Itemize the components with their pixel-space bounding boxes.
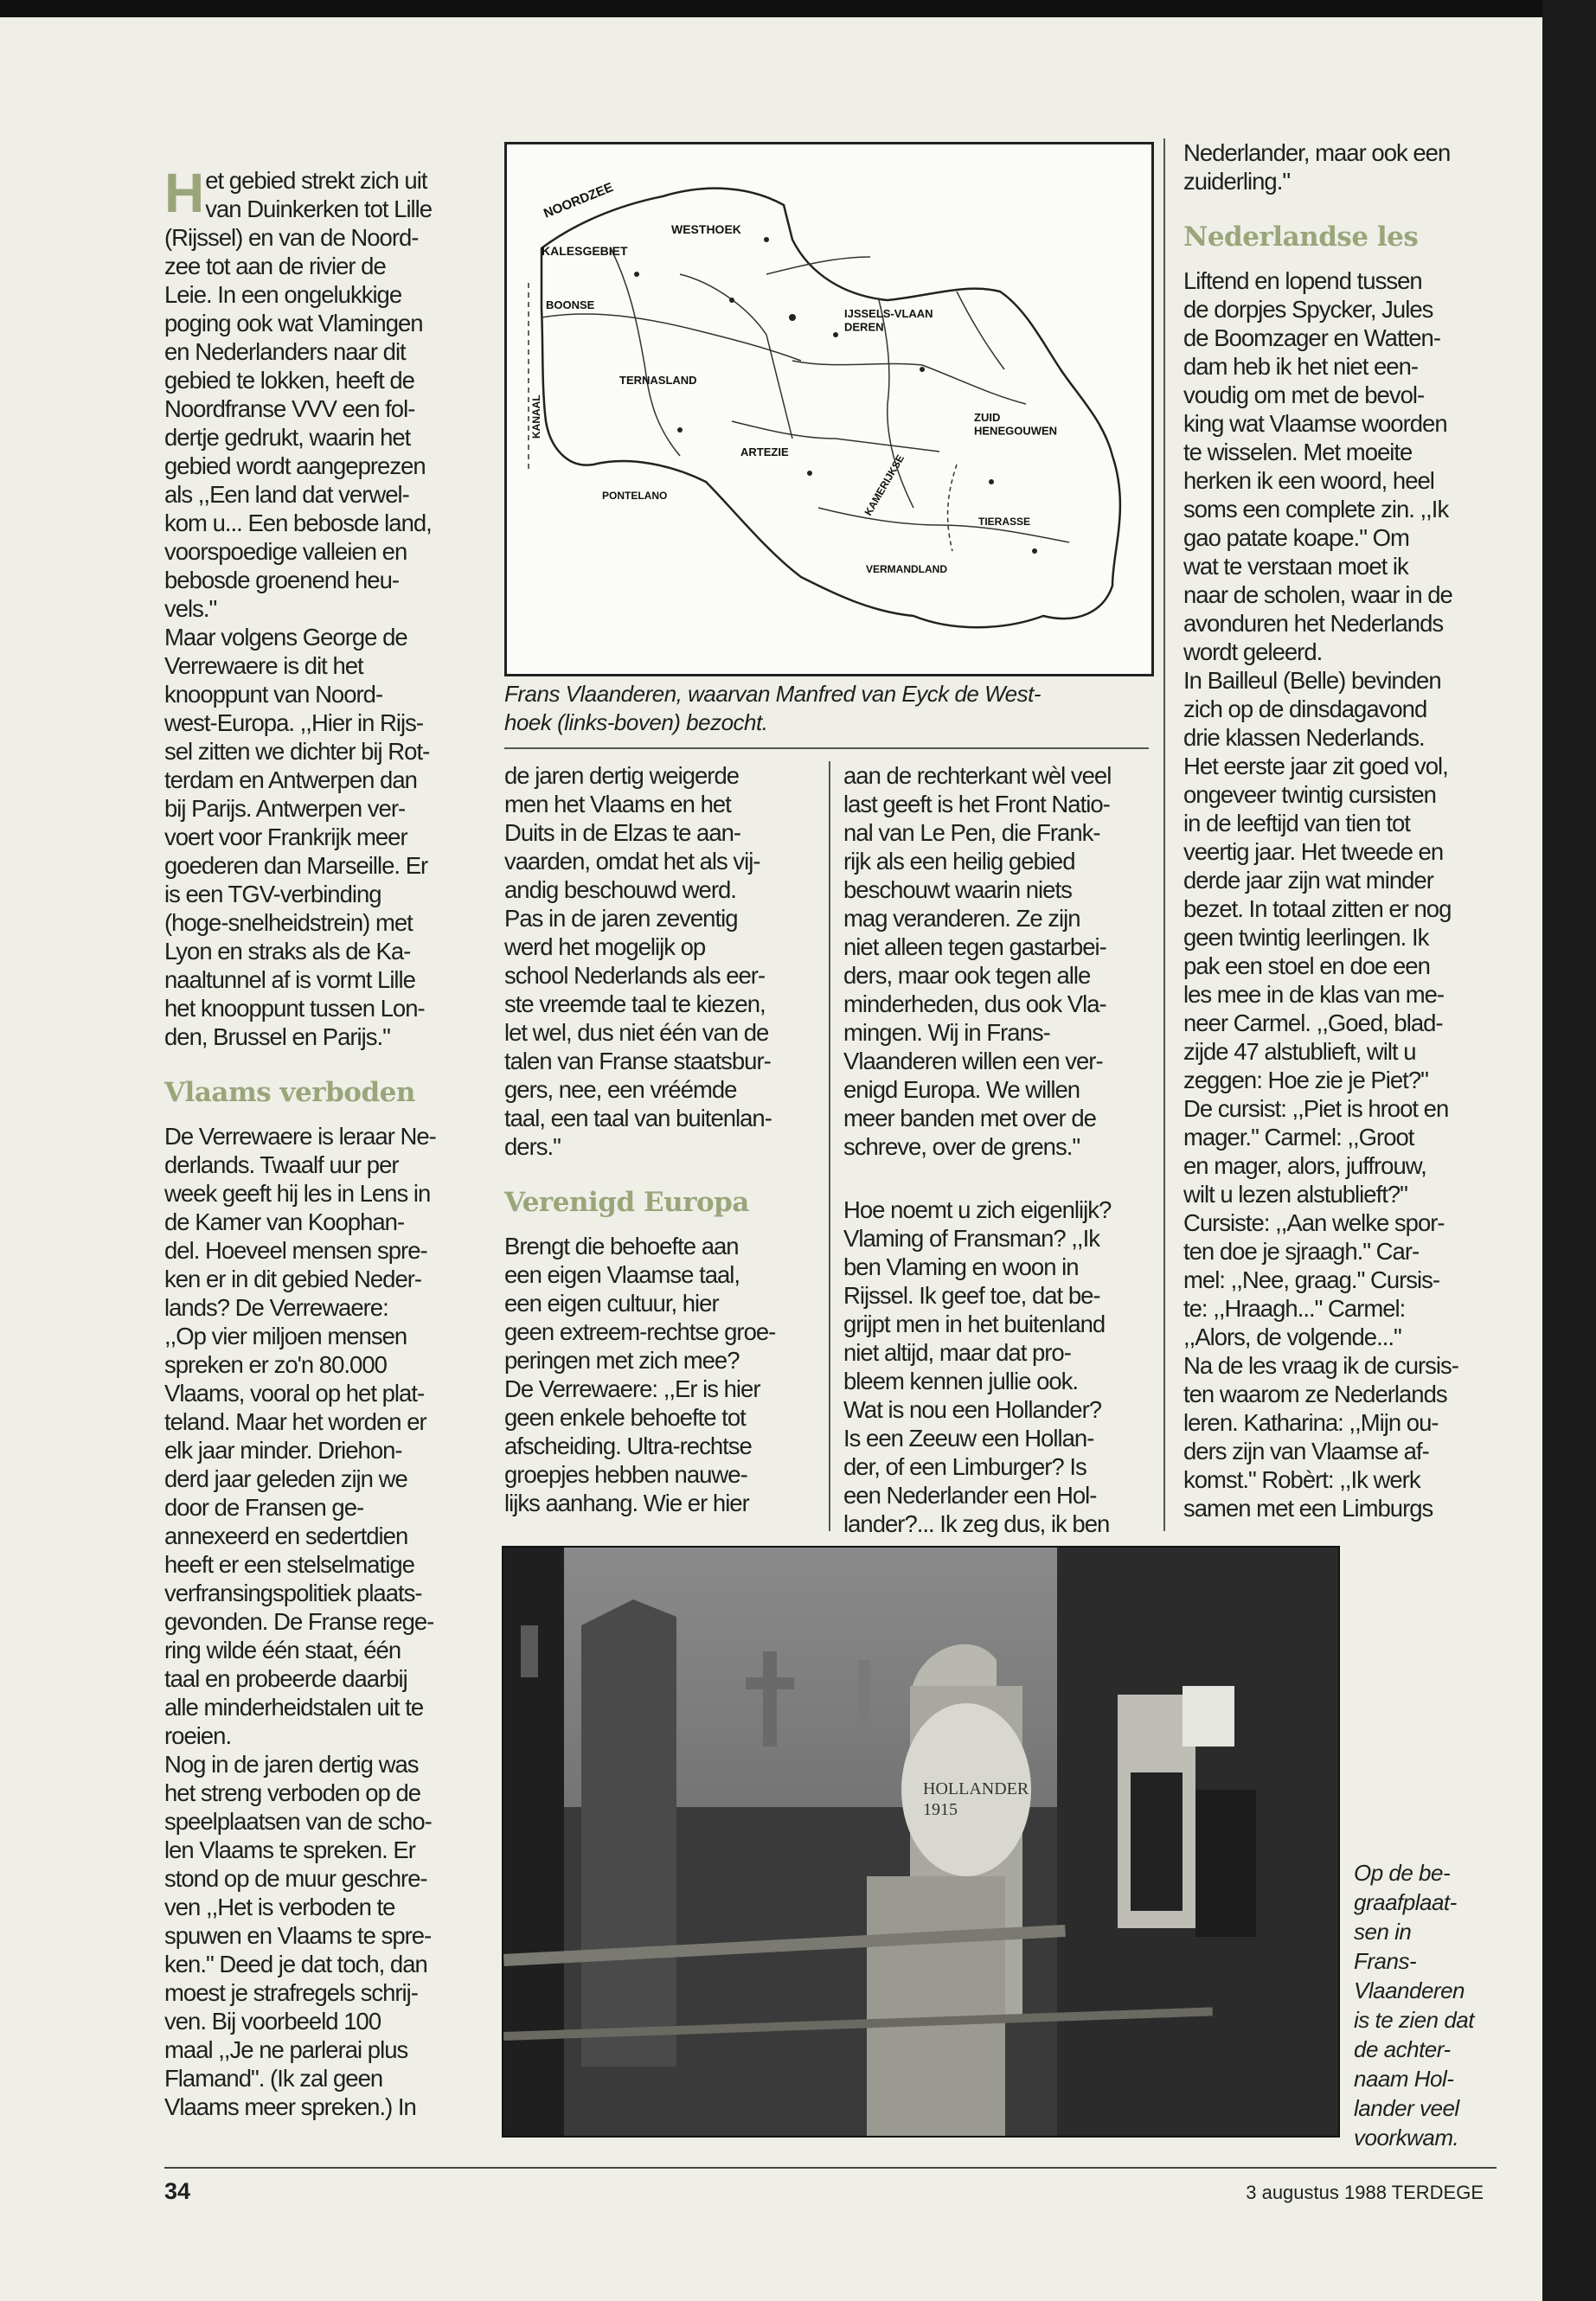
article-column-1: [164, 162, 476, 2121]
paragraph: Liftend en lopend tussen de dorpjes Spycker, Jules de Boomzager en Watten- dam heb ik het niet een- voudig om met de bevol- king wat Vlaamse woorden te wisselen. Met moeite herken ik een woord, heel soms een complete zin. ,,Ik gao patate koape." Om wat te verstaan moet ik naar de scholen, waar in de avonduren het Nederlands wordt geleerd.: [1183, 267, 1452, 665]
map-label-pontelano: PONTELANO: [602, 490, 668, 502]
paragraph: et gebied strekt zich uit van Duinkerken tot Lille (Rijssel) en van de Noord- zee tot aan de rivier de Leie. In een ongelukkige poging ook wat Vlamingen en Nederlanders naar dit gebied te lokken, heeft de Noordfranse VVV een fol- dertje gedrukt, waarin het gebied wordt aangeprezen als ,,Een land dat verwel- kom u... Een bebosde land, voorspoedige valleien en bebosde groenend heu- vels.": [164, 167, 433, 622]
paragraph: Hoe noemt u zich eigenlijk? Vlaming of Fransman? ,,Ik ben Vlaming en woon in Rijssel. Ik geef toe, dat be- grijpt men in het buitenland niet altijd, maar dat pro- bleem kennen jullie ook. Wat is nou een Hollander? Is een Zeeuw een Hollan- der, of een Limburger? Is een Nederlander een Hol- lander?... Ik zeg dus, ik ben: [843, 1196, 1112, 1537]
paragraph: aan de rechterkant wèl veel last geeft is het Front Natio- nal van Le Pen, die Frank- rijk als een heilig gebied beschouwt waarin niets mag veranderen. Ze zijn niet alleen tegen gastarbei- ders, maar ook tegen alle minderheden, dus ook Vla- mingen. Wij in Frans- Vlaanderen willen een ver- enigd Europa. We willen meer banden met over de schreve, over de grens.": [843, 762, 1112, 1160]
map-label-westhoek: WESTHOEK: [671, 222, 741, 236]
paragraph: de jaren dertig weigerde men het Vlaams en het Duits in de Elzas te aan- vaarden, omdat het als vij- andig beschouwd werd. Pas in de jaren zeventig werd het mogelijk op school Nederlands als eer- ste vreemde taal te kiezen, let wel, dus niet één van de talen van Franse staatsbur- gers, nee, een vréémde taal, een taal van buitenlan- ders.": [504, 762, 772, 1160]
map-label-ternasland: TERNASLAND: [619, 374, 697, 387]
issue-line: 3 augustus 1988 TERDEGE: [1246, 2182, 1484, 2203]
scan-top-edge: [0, 0, 1596, 17]
scan-right-edge: [1542, 0, 1596, 2301]
photo-caption: Op de be- graafplaat- sen in Frans- Vlaanderen is te zien dat de achter- naam Hol- lander veel voorkwam.: [1354, 1860, 1474, 2150]
column-rule: [829, 761, 830, 1531]
map-label-kalesgebiet: KALESGEBIET: [542, 244, 628, 258]
map-caption: Frans Vlaanderen, waarvan Manfred van Eyck de West- hoek (links-boven) bezocht.: [504, 681, 1041, 735]
article-column-4: [1183, 138, 1495, 1522]
paragraph: Brengt die behoefte aan een eigen Vlaamse taal, een eigen cultuur, hier geen extreem-rechtse groe- peringen met zich mee? De Verrewaere: ,,Er is hier geen enkele behoefte tot afscheiding. Ultra-rechtse groepjes hebben nauwe- lijks aanhang. Wie er hier: [504, 1233, 776, 1516]
section-heading: Verenigd Europa: [504, 1187, 749, 1218]
paragraph: Nog in de jaren dertig was het streng verboden op de speelplaatsen van de scho- len Vlaams te spreken. Er stond op de muur geschre- ven ,,Het is verboden te spuwen en Vlaams te spre- ken." Deed je dat toch, dan moest je strafregels schrij- ven. Bij voorbeeld 100 maal ,,Je ne parlerai plus Flamand". (Ik zal geen Vlaams meer spreken.) In: [164, 1751, 432, 2120]
map-label-kanaal: KANAAL: [530, 394, 542, 439]
column-rule: [1163, 138, 1165, 1531]
article-column-2: [504, 761, 816, 1517]
footer-rule: [164, 2167, 1497, 2169]
paragraph: Maar volgens George de Verrewaere is dit het knooppunt van Noord- west-Europa. ,,Hier in Rijs- sel zitten we dichter bij Rot- terdam en Antwerpen dan bij Parijs. Antwerpen ver- voert voor Frankrijk meer goederen dan Marseille. Er is een TGV-verbinding (hoge-snelheidstrein) met Lyon en straks als de Ka- naaltunnel af is vormt Lille het knooppunt tussen Lon- den, Brussel en Parijs.": [164, 624, 430, 1050]
graveyard-photo: [502, 1546, 1340, 2138]
paragraph: Nederlander, maar ook een zuiderling.": [1183, 139, 1451, 195]
page-number: 34: [164, 2178, 191, 2204]
caption-rule: [504, 747, 1149, 749]
map-label-ijssels: IJSSELS-VLAAN DEREN: [844, 307, 933, 334]
map-label-artezie: ARTEZIE: [740, 445, 789, 458]
grave-plaque-text: HOLLANDER 1915: [923, 1779, 1029, 1819]
graveyard-photo-image: [503, 1548, 1338, 2136]
map-label-zuid: ZUID HENEGOUWEN: [974, 411, 1058, 438]
map-label-vermandland: VERMANDLAND: [866, 563, 947, 575]
map-figure: [504, 142, 1154, 676]
map-label-tierasse: TIERASSE: [978, 516, 1031, 528]
map-label-boonse: BOONSE: [546, 298, 595, 311]
paragraph: De Verrewaere is leraar Ne- derlands. Twaalf uur per week geeft hij les in Lens in de Kamer van Koophan- del. Hoeveel mensen spre- ken er in dit gebied Neder- lands? De Verrewaere: ,,Op vier miljoen mensen spreken er zo'n 80.000 Vlaams, vooral op het plat- teland. Maar het worden er elk jaar minder. Driehon- derd jaar geleden zijn we door de Fransen ge- annexeerd en sedertdien heeft er een stelselmatige verfransingspolitiek plaats- gevonden. De Franse rege- ring wilde één staat, één taal en probeerde daarbij alle minderheidstalen uit te roeien.: [164, 1123, 436, 1749]
section-heading: Nederlandse les: [1183, 221, 1419, 253]
paragraph: In Bailleul (Belle) bevinden zich op de dinsdagavond drie klassen Nederlands. Het eerste jaar zit goed vol, ongeveer twintig cursisten in de leeftijd van tien tot veertig jaar. Het tweede en derde jaar zijn wat minder bezet. In totaal zitten er nog geen twintig leerlingen. Ik pak een stoel en doe een les mee in de klas van me- neer Carmel. ,,Goed, blad- zijde 47 alstublieft, wilt u zeggen: Hoe zie je Piet?" De cursist: ,,Piet is hroot en mager." Carmel: ,,Groot en mager, alors, juffrouw, wilt u lezen alstublieft?" Cursiste: ,,Aan welke spor- ten doe je sjraagh." Car- mel: ,,Nee, graag." Cursis- te: ,,Hraagh..." Carmel: ,,Alors, de volgende..." Na de les vraag ik de cursis- ten waarom ze Nederlands leren. Katharina: ,,Mijn ou- ders zijn van Vlaamse af- komst." Robèrt: ,,Ik werk samen met een Limburgs: [1183, 667, 1458, 1522]
frans-vlaanderen-map: [507, 144, 1151, 674]
section-heading: Vlaams verboden: [164, 1077, 415, 1108]
map-label-kamerijk: KAMERIJKSE: [862, 452, 907, 518]
article-column-3: [843, 761, 1155, 1538]
map-label-noordzee: NOORDZEE: [542, 180, 616, 221]
drop-cap: H: [164, 162, 204, 224]
